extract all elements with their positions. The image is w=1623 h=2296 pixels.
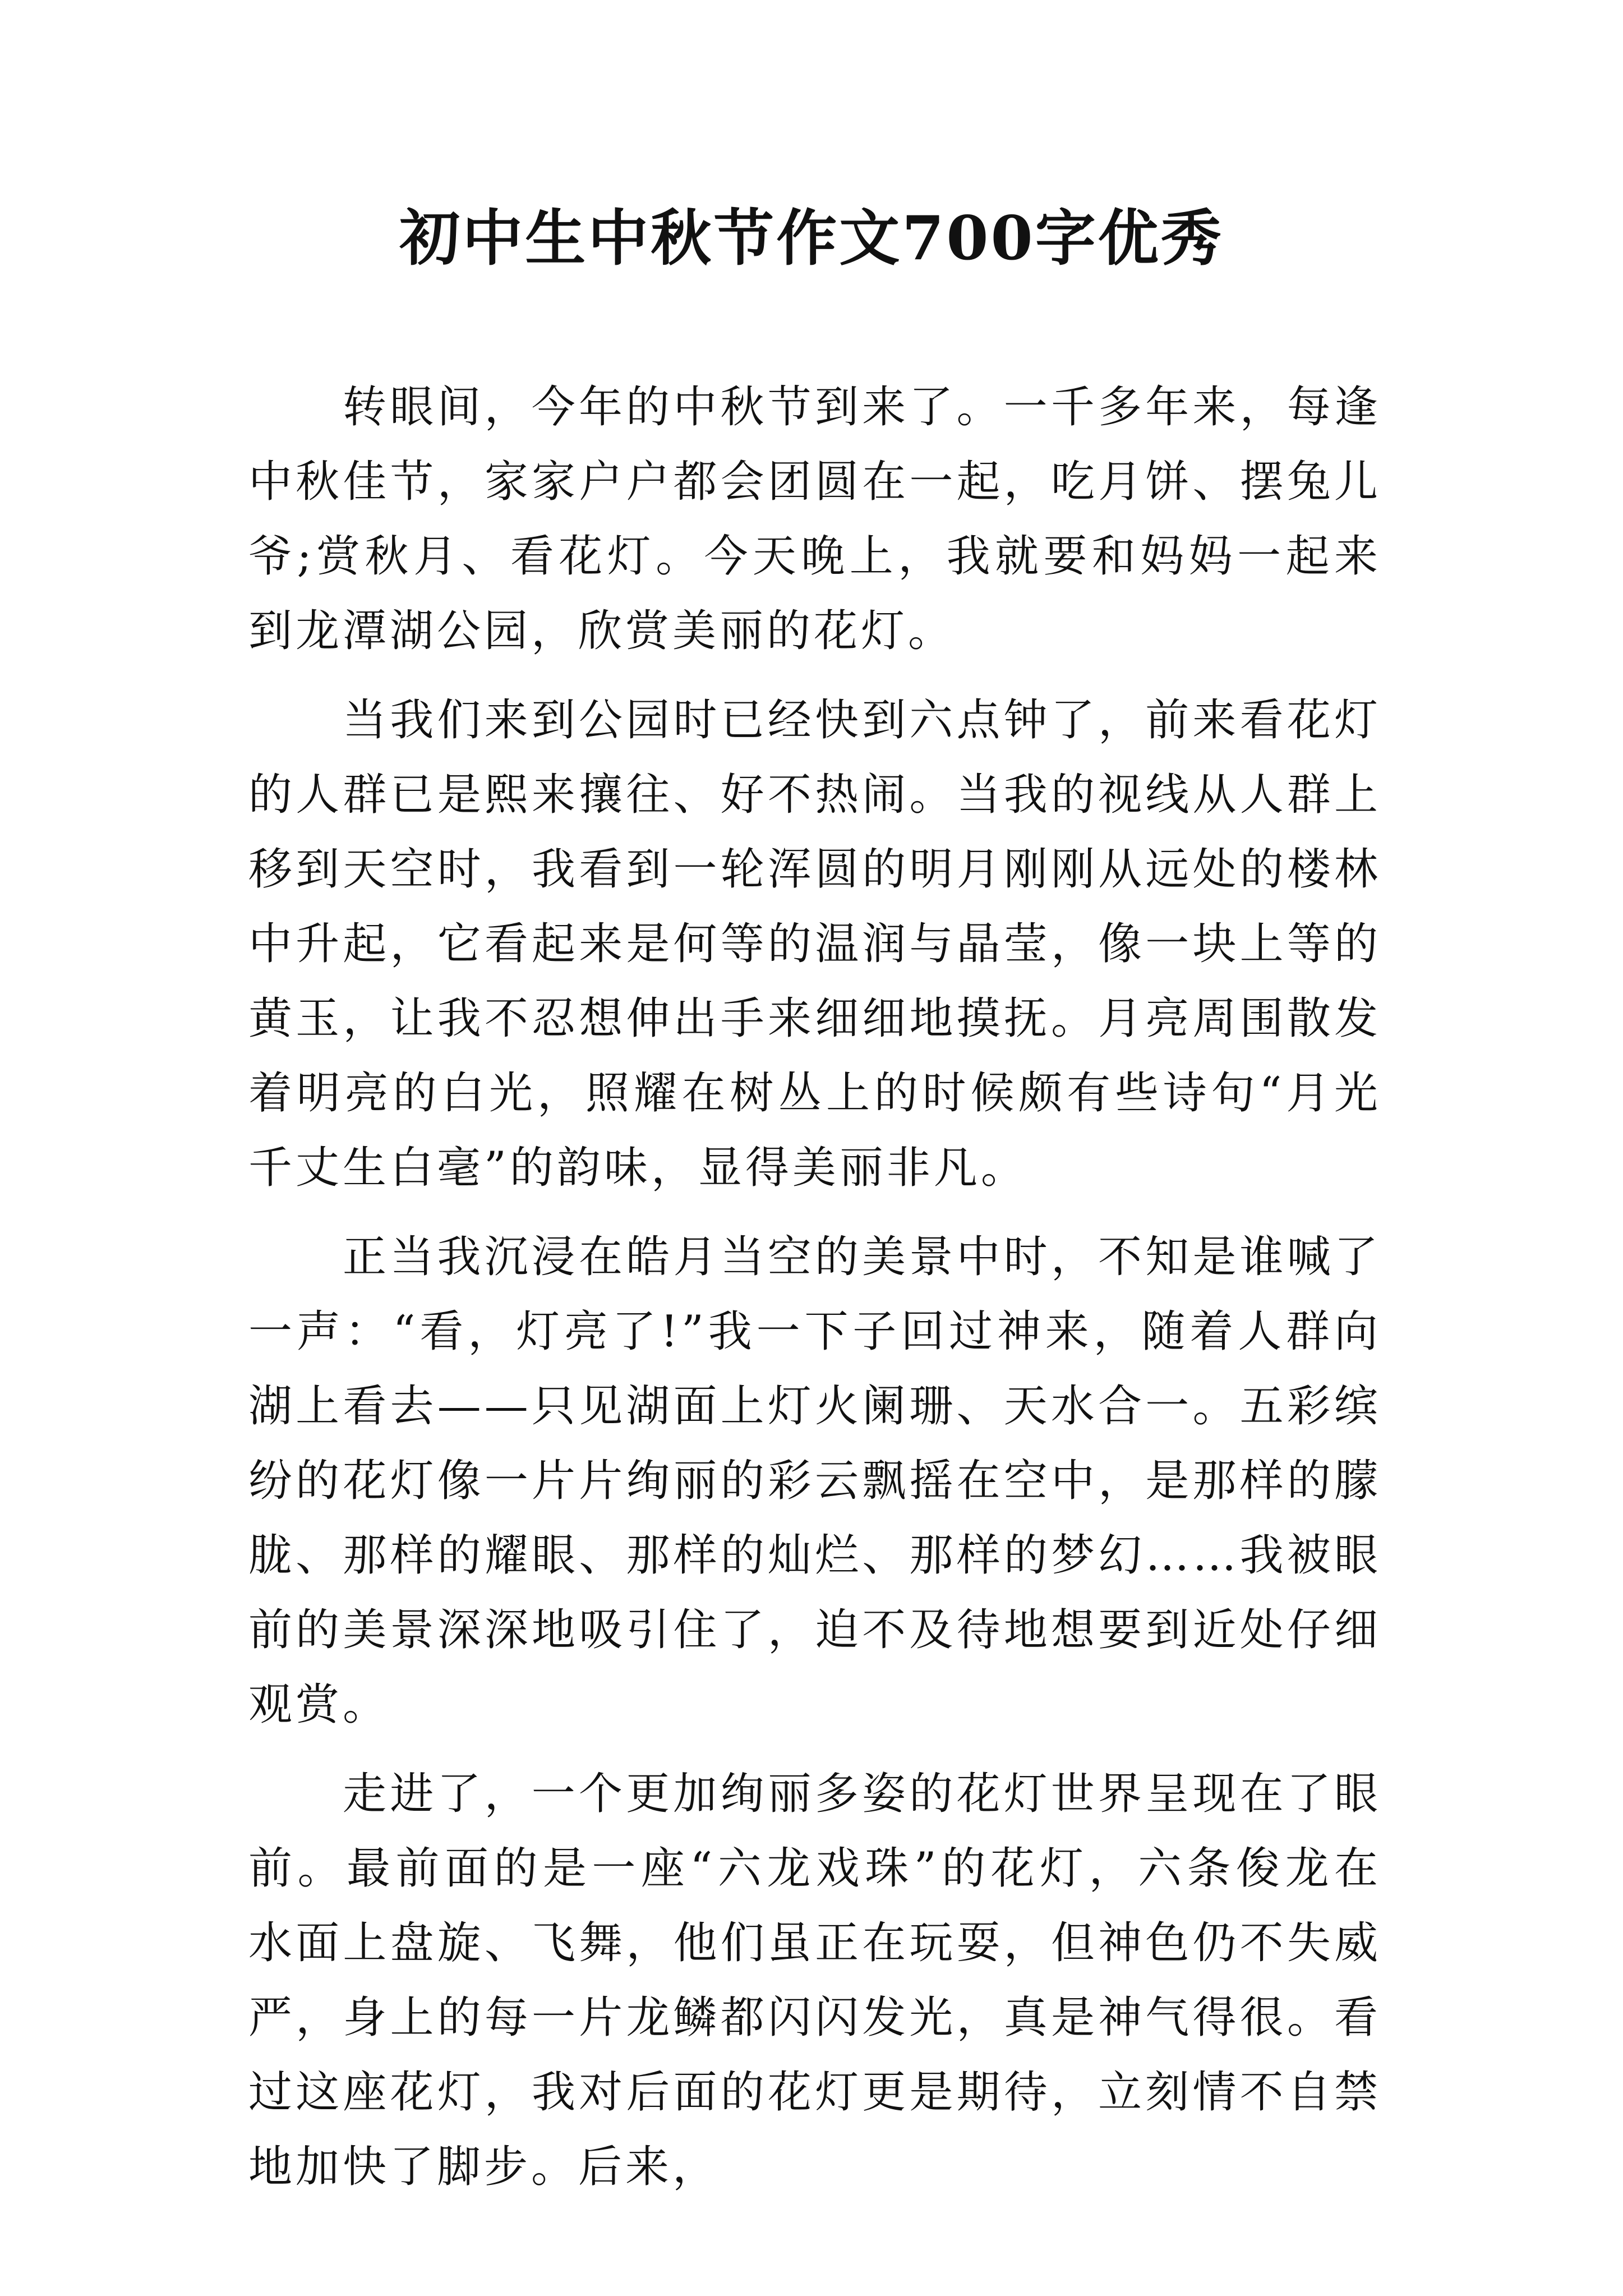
paragraph-1: 转眼间，今年的中秋节到来了。一千多年来，每逢中秋佳节，家家户户都会团圆在一起，吃月饼、摆兔儿爷;赏秋月、看花灯。今天晚上，我就要和妈妈一起来到龙潭湖公园，欣赏美丽的花灯。 xyxy=(248,382,1381,656)
paragraph-4: 走进了，一个更加绚丽多姿的花灯世界呈现在了眼前。最前面的是一座“六龙戏珠”的花灯，六条俊龙在水面上盘旋、飞舞，他们虽正在玩耍，但神色仍不失威严，身上的每一片龙鳞都闪闪发光，真是神气得很。看过这座花灯，我对后面的花灯更是期待，立刻情不自禁地加快了脚步。后来， xyxy=(248,1769,1381,2192)
paragraph-2: 当我们来到公园时已经快到六点钟了，前来看花灯的人群已是熙来攘往、好不热闹。当我的视线从人群上移到天空时，我看到一轮浑圆的明月刚刚从远处的楼林中升起，它看起来是何等的温润与晶莹，像一块上等的黄玉，让我不忍想伸出手来细细地摸抚。月亮周围散发着明亮的白光，照耀在树丛上的时候颇有些诗句“月光千丈生白毫”的韵味，显得美丽非凡。 xyxy=(248,695,1381,1193)
document-body xyxy=(248,370,1381,2219)
document-title: 初中生中秋节作文700字优秀 xyxy=(399,203,1224,274)
paragraph-3: 正当我沉浸在皓月当空的美景中时，不知是谁喊了一声：“看，灯亮了!”我一下子回过神来，随着人群向湖上看去——只见湖面上灯火阑珊、天水合一。五彩缤纷的花灯像一片片绚丽的彩云飘摇在空中，是那样的朦胧、那样的耀眼、那样的灿烂、那样的梦幻……我被眼前的美景深深地吸引住了，迫不及待地想要到近处仔细观赏。 xyxy=(248,1232,1381,1730)
